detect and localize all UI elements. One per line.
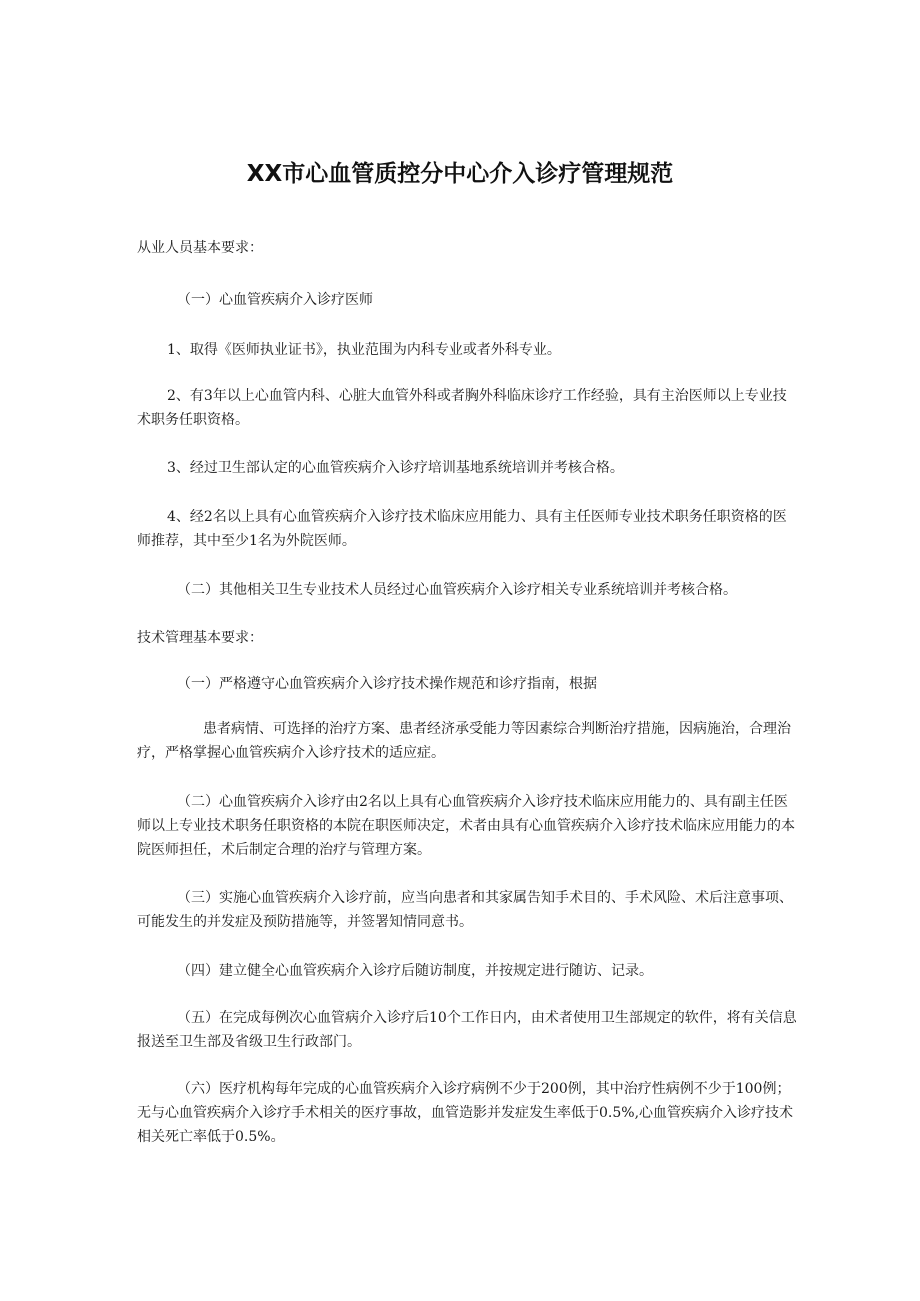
subsection-other-staff: （二）其他相关卫生专业技术人员经过心血管疾病介入诊疗相关专业系统培训并考核合格。 bbox=[177, 582, 737, 598]
requirement-item-4: 4、经2名以上具有心血管疾病介入诊疗技术临床应用能力、具有主任医师专业技术职务任职资格的医师推荐，其中至少1名为外院医师。 bbox=[137, 509, 787, 549]
technical-item-2: （二）心血管疾病介入诊疗由2名以上具有心血管疾病介入诊疗技术临床应用能力的、具有副主任医师以上专业技术职务任职资格的本院在职医师决定，术者由具有心血管疾病介入诊疗技术临床应用能力的本院医师担任，术后制定合理的治疗与管理方案。 bbox=[137, 794, 795, 858]
section-heading-technical: 技术管理基本要求： bbox=[137, 630, 263, 646]
requirement-item-3: 3、经过卫生部认定的心血管疾病介入诊疗培训基地系统培训并考核合格。 bbox=[167, 460, 624, 476]
subsection-physicians: （一）心血管疾病介入诊疗医师 bbox=[177, 292, 373, 308]
requirement-item-2: 2、有3年以上心血管内科、心脏大血管外科或者胸外科临床诊疗工作经验，具有主治医师以上专业技术职务任职资格。 bbox=[137, 388, 787, 428]
technical-item-6: （六）医疗机构每年完成的心血管疾病介入诊疗病例不少于200例，其中治疗性病例不少于100例；无与心血管疾病介入诊疗手术相关的医疗事故，血管造影并发症发生率低于0.5%,心血管疾病介入诊疗技术相关死亡率低于0.5%。 bbox=[137, 1081, 794, 1145]
technical-item-1: （一）严格遵守心血管疾病介入诊疗技术操作规范和诊疗指南，根据 bbox=[177, 676, 597, 692]
technical-item-4: （四）建立健全心血管疾病介入诊疗后随访制度，并按规定进行随访、记录。 bbox=[177, 963, 653, 979]
requirement-item-1: 1、取得《医师执业证书》，执业范围为内科专业或者外科专业。 bbox=[167, 342, 561, 358]
technical-item-5: （五）在完成每例次心血管病介入诊疗后10个工作日内，由术者使用卫生部规定的软件，将有关信息报送至卫生部及省级卫生行政部门。 bbox=[137, 1010, 797, 1050]
technical-item-1-continued: 患者病情、可选择的治疗方案、患者经济承受能力等因素综合判断治疗措施，因病施治，合理治疗，严格掌握心血管疾病介入诊疗技术的适应症。 bbox=[137, 721, 791, 761]
technical-item-3: （三）实施心血管疾病介入诊疗前，应当向患者和其家属告知手术目的、手术风险、术后注意事项、可能发生的并发症及预防措施等，并签署知情同意书。 bbox=[137, 890, 793, 930]
document-title: XX市心血管质控分中心介入诊疗管理规范 bbox=[246, 161, 674, 187]
section-heading-personnel: 从业人员基本要求： bbox=[137, 240, 263, 256]
